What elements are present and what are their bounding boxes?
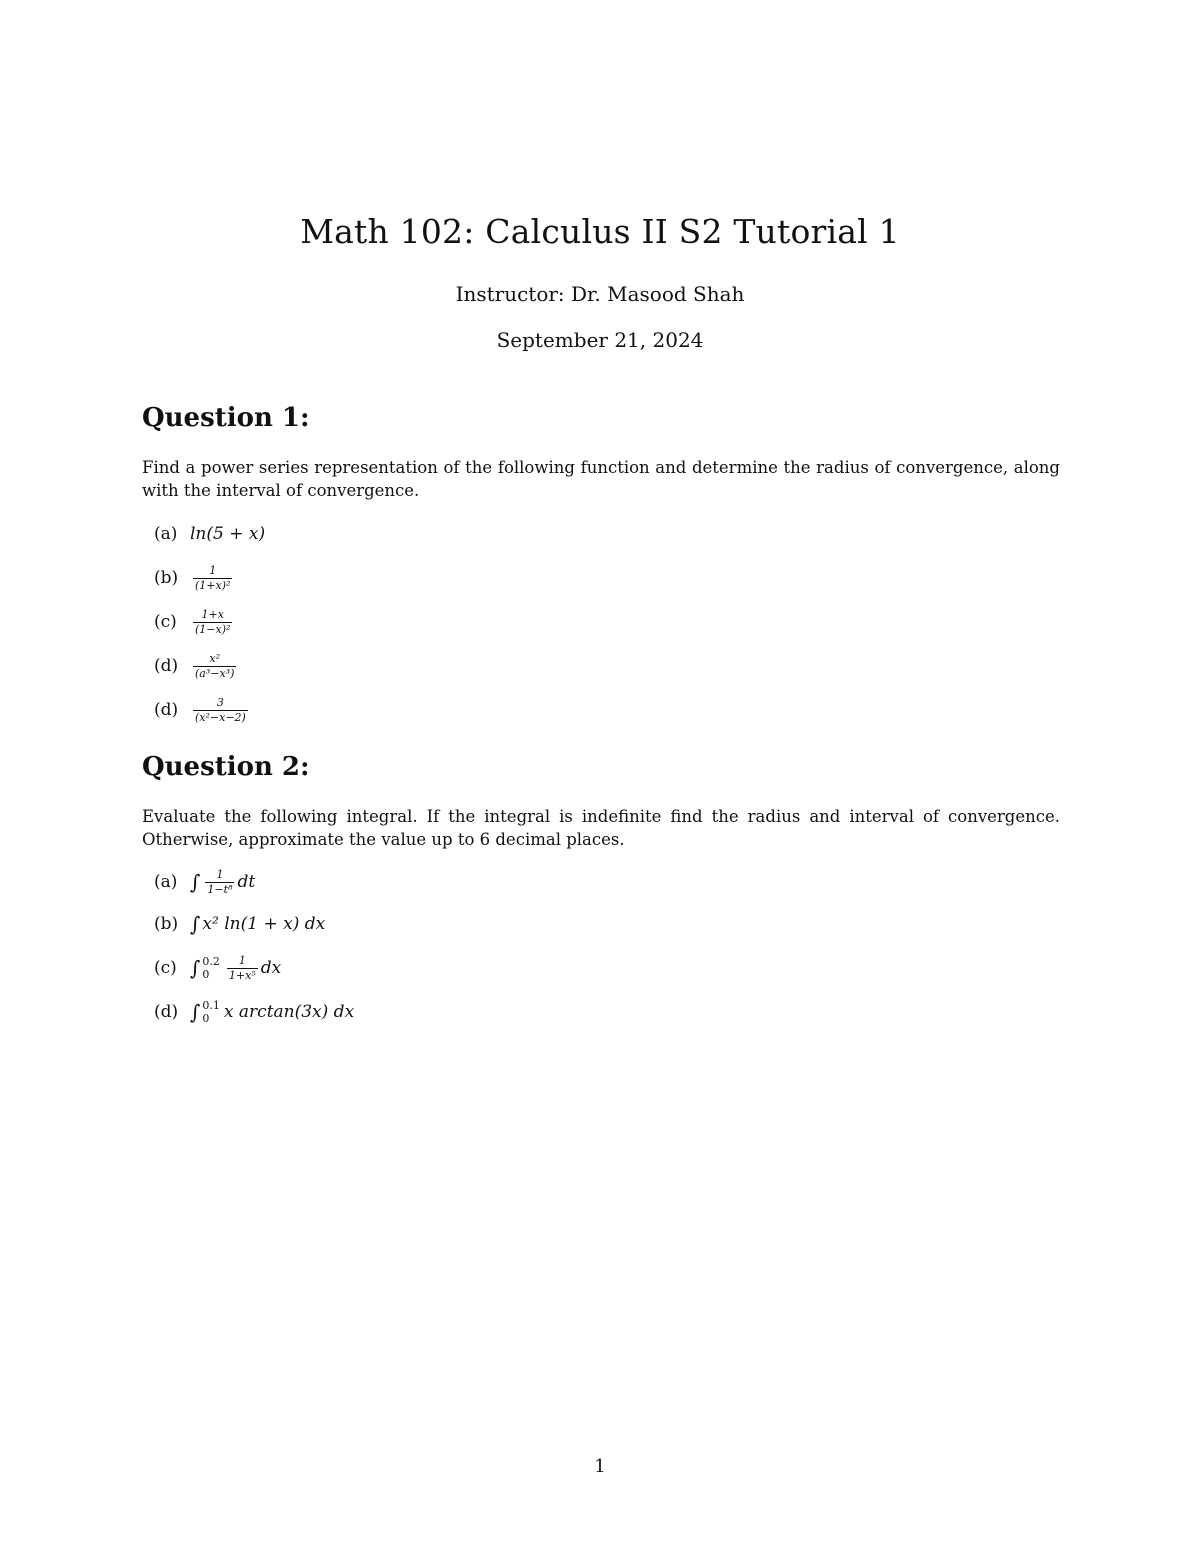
q1-item-b-label: (b): [154, 568, 179, 588]
q1-item-d-fraction: [193, 653, 236, 680]
q1-item-d-denominator: (a³−x³): [195, 666, 235, 680]
question-2-heading: Question 2:: [142, 752, 310, 782]
q1-item-d-numerator: x²: [209, 651, 220, 665]
q2-item-b: [154, 908, 325, 940]
q2-item-b-expr: [190, 912, 325, 936]
q1-item-b-denominator: (1+x)²: [195, 578, 231, 592]
q2-item-c-integral-sign: ∫: [190, 956, 201, 980]
q2-item-c-expr: [190, 955, 281, 982]
q1-item-c-numerator: 1+x: [201, 607, 224, 621]
q1-item-d: [154, 650, 239, 682]
q2-item-d-upper-limit: 0.1: [202, 999, 220, 1012]
q1-item-e-fraction: [193, 697, 248, 724]
q2-item-c-numerator: 1: [238, 953, 246, 967]
q1-item-b: [154, 562, 235, 594]
q2-item-c-label: (c): [154, 958, 177, 978]
q2-item-d-label: (d): [154, 1002, 179, 1022]
q1-item-e-numerator: 3: [216, 695, 224, 709]
document-date: September 21, 2024: [496, 328, 704, 352]
q1-item-e-label: (d): [154, 700, 179, 720]
q1-item-c: [154, 606, 235, 638]
q2-item-d-integral-sign: ∫: [190, 1000, 201, 1024]
q2-item-a: [154, 866, 255, 898]
q2-item-c-fraction: [227, 955, 258, 982]
q1-item-e: [154, 694, 251, 726]
q2-item-b-integrand: x² ln(1 + x) dx: [202, 914, 326, 934]
q2-item-c-differential: dx: [260, 958, 282, 978]
q2-item-c-limits: [202, 955, 220, 981]
question-1-text: Find a power series representation of the following function and determine the radius of convergence, along with the interval of convergence.: [142, 458, 1060, 500]
q1-item-c-label: (c): [154, 612, 177, 632]
q2-item-a-fraction: [205, 869, 234, 896]
question-1-heading: Question 1:: [142, 403, 310, 433]
q1-item-c-denominator: (1−x)²: [195, 622, 231, 636]
page-number: 1: [594, 1456, 606, 1477]
q2-item-a-differential: dt: [237, 872, 256, 892]
q2-item-a-numerator: 1: [216, 867, 224, 881]
q2-item-c: [154, 952, 281, 984]
q2-item-c-upper-limit: 0.2: [202, 955, 220, 968]
q2-item-d-integrand: x arctan(3x) dx: [223, 1002, 355, 1022]
q2-item-a-integral-sign: ∫: [190, 870, 201, 894]
q2-item-a-denominator: 1−t⁸: [207, 882, 233, 896]
q1-item-a-expr: ln(5 + x): [190, 524, 266, 544]
q2-item-a-label: (a): [154, 872, 178, 892]
q2-item-b-integral-sign: ∫: [190, 912, 201, 936]
question-2-text: Evaluate the following integral. If the integral is indefinite find the radius and interval of convergence. Otherwise, approximate the value up to 6 decimal places.: [142, 807, 1060, 849]
q2-item-d-limits: [202, 999, 220, 1025]
q1-item-b-fraction: [193, 565, 232, 592]
q2-item-b-label: (b): [154, 914, 179, 934]
q1-item-a-label: (a): [154, 524, 178, 544]
q1-item-a: [154, 518, 265, 550]
q1-item-e-denominator: (x²−x−2): [195, 710, 246, 724]
instructor-line: Instructor: Dr. Masood Shah: [455, 282, 745, 306]
q2-item-c-lower-limit: 0: [202, 968, 210, 981]
document-title: Math 102: Calculus II S2 Tutorial 1: [300, 212, 900, 251]
q1-item-b-numerator: 1: [209, 563, 217, 577]
q2-item-d: [154, 996, 354, 1028]
q2-item-c-denominator: 1+x⁵: [228, 968, 256, 982]
q1-item-c-fraction: [193, 609, 232, 636]
q2-item-d-lower-limit: 0: [202, 1012, 210, 1025]
q1-item-d-label: (d): [154, 656, 179, 676]
q2-item-a-expr: [190, 869, 255, 896]
q2-item-d-expr: [190, 999, 354, 1025]
